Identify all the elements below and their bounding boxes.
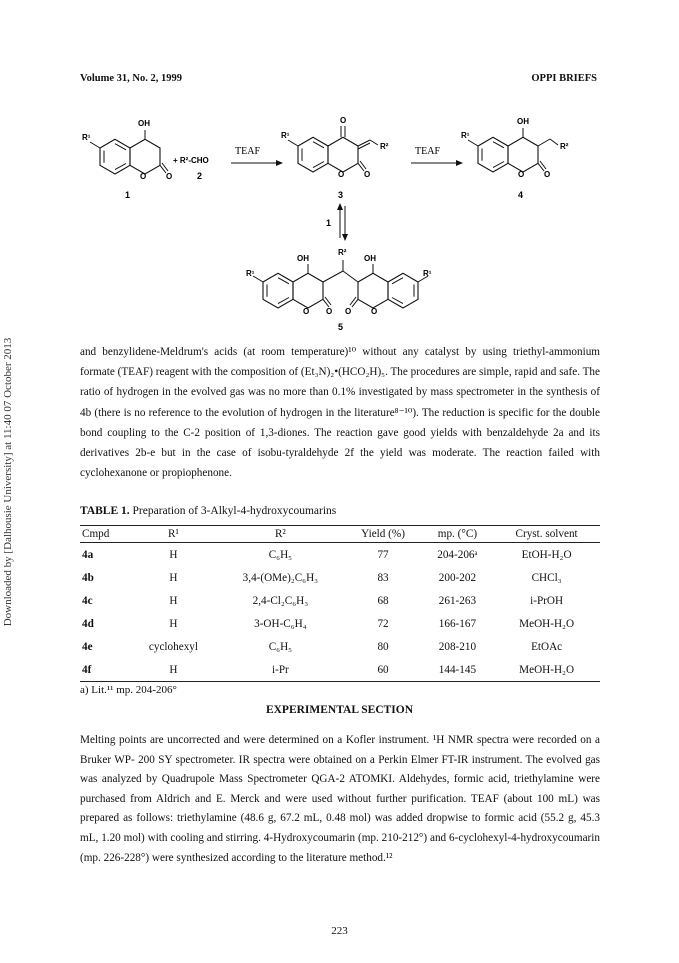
compound-1-structure — [90, 130, 168, 174]
col-header-r2: R² — [216, 526, 344, 543]
col-header-mp: mp. (°C) — [422, 526, 494, 543]
table-row — [80, 612, 600, 635]
cell-r2: 3,4-(OMe)₂C₆H₃ — [242, 571, 319, 584]
cell-yield: 60 — [344, 658, 421, 682]
cell-r2: 2,4-Cl₂C₆H₃ — [252, 594, 309, 607]
page-number: 223 — [331, 925, 348, 937]
compound-4-r1: R¹ — [461, 131, 470, 140]
cell-r2: 3-OH-C₆H₄ — [254, 617, 307, 630]
aldehyde-reagent: + R²-CHO — [173, 156, 209, 165]
table-footnote: a) Lit.¹¹ mp. 204-206° — [80, 684, 177, 696]
compound-label-4: 4 — [518, 190, 524, 200]
cell-solvent: MeOH-H₂O — [519, 617, 575, 630]
table-row — [80, 566, 600, 589]
cell-cmpd: 4c — [82, 594, 93, 607]
col-header-cmpd: Cmpd — [80, 526, 131, 543]
table-row — [80, 543, 600, 567]
compound-3-carbonyl-o: O — [340, 116, 347, 125]
compound-label-3: 3 — [338, 190, 344, 200]
compound-4-oh: OH — [517, 117, 529, 126]
cell-yield: 72 — [377, 617, 389, 630]
compound-5-r1-right: R¹ — [423, 269, 432, 278]
compound-5-o-d: O — [371, 307, 378, 316]
cell-cmpd: 4b — [82, 571, 94, 584]
compound-label-5: 5 — [338, 322, 344, 332]
compound-5-o-b: O — [326, 307, 333, 316]
col-header-solvent: Cryst. solvent — [493, 526, 600, 543]
results-table — [80, 525, 600, 682]
compound-4-lactone-o: O — [544, 170, 551, 179]
compound-5-oh-left: OH — [297, 254, 309, 263]
compound-label-2: 2 — [197, 171, 203, 181]
table-caption-number: TABLE 1. — [80, 505, 130, 517]
compound-5-r1-left: R¹ — [246, 269, 255, 278]
equilibrium-label-1: 1 — [326, 218, 332, 228]
cell-cmpd: 4e — [82, 640, 93, 653]
col-header-yield: Yield (%) — [344, 526, 421, 543]
table-row — [80, 635, 600, 658]
cell-r2: C₆H₅ — [268, 548, 293, 561]
cell-r1: cyclohexyl — [148, 640, 198, 653]
cell-mp: 166-167 — [438, 617, 477, 630]
running-header-journal: OPPI BRIEFS — [531, 73, 597, 84]
table-caption — [80, 505, 336, 517]
cell-solvent: EtOAc — [531, 640, 563, 653]
cell-mp: 261-263 — [438, 594, 477, 607]
compound-4-structure — [468, 128, 558, 172]
cell-cmpd: 4f — [80, 658, 131, 682]
table-row — [80, 589, 600, 612]
table-row — [80, 658, 600, 682]
table-header-row — [80, 526, 600, 543]
compound-1-r1: R¹ — [82, 133, 91, 142]
cell-r1: H — [169, 594, 178, 607]
cell-mp: 208-210 — [438, 640, 477, 653]
cell-r1: H — [169, 548, 178, 561]
results-paragraph: and benzylidene-Meldrum's acids (at room temperature)¹⁰ without any catalyst by using triethyl-ammonium formate (TEAF) reagent with the composition of (Et₃N)₂•(HCO₂H)₅. The procedures are simple, rapid and safe. The ratio of hydrogen in the evolved gas was no more than 0.1% investigated by mass spectrometer in the synthesis of 4b (there is no reference to the evolution of hydrogen in the literature⁸⁻¹⁰). The reduction is specific for the double bond coupling to the C-2 position of 1,3-diones. The reaction gave good yields with benzaldehyde 2a and its derivatives 2b-e but in the case of isobu-tyraldehyde 2f the yield was moderate. The reaction failed with cyclohexanone or propiophenone. — [80, 346, 600, 480]
table-caption-text: Preparation of 3-Alkyl-4-hydroxycoumarins — [132, 505, 337, 517]
compound-1-oh: OH — [138, 119, 150, 128]
compound-1-ring-o: O — [140, 172, 147, 181]
col-header-r1: R¹ — [131, 526, 217, 543]
compound-3-ring-o: O — [338, 170, 345, 179]
compound-3-r1: R¹ — [281, 131, 290, 140]
compound-label-1: 1 — [125, 190, 131, 200]
cell-solvent: CHCl₃ — [531, 571, 562, 584]
reagent-teaf-1: TEAF — [235, 146, 260, 157]
cell-r2: i-Pr — [216, 658, 344, 682]
compound-3-r2: R² — [380, 142, 389, 151]
cell-solvent: MeOH-H₂O — [493, 658, 600, 682]
cell-mp: 200-202 — [438, 571, 477, 584]
compound-5-o-c: O — [345, 307, 352, 316]
cell-r2: C₆H₅ — [268, 640, 293, 653]
cell-mp: 144-145 — [422, 658, 494, 682]
compound-5-o-a: O — [303, 307, 310, 316]
compound-4-ring-o: O — [518, 170, 525, 179]
compound-5-oh-right: OH — [364, 254, 376, 263]
cell-yield: 80 — [377, 640, 389, 653]
running-header-volume: Volume 31, No. 2, 1999 — [80, 73, 182, 84]
reagent-teaf-2: TEAF — [415, 146, 440, 157]
cell-r1: H — [169, 571, 178, 584]
compound-5-structure — [253, 260, 428, 308]
cell-r1: H — [131, 658, 217, 682]
cell-mp: 204-206ᵃ — [437, 548, 478, 561]
section-heading: EXPERIMENTAL SECTION — [265, 704, 414, 716]
compound-3-structure — [288, 126, 378, 172]
compound-5-r2: R² — [338, 248, 347, 257]
cell-solvent: i-PrOH — [530, 594, 564, 607]
experimental-paragraph: Melting points are uncorrected and were determined on a Kofler instrument. ¹H NMR spectra were recorded on a Bruker WP- 200 SY spectrometer. IR spectra were obtained on a Perkin Elmer FT-IR instrument. The evolved gas was analyzed by Quadrupole Mass Spectrometer QGA-2 ATOMKI. Aldehydes, formic acid, triethylamine were purchased from Aldrich and E. Merck and were used without further purification. TEAF (about 100 mL) was prepared as follows: triethylamine (48.6 g, 67.2 mL, 0.48 mol) was added dropwise to formic acid (55.2 g, 45.3 mL, 1.20 mol) with cooling and stirring. 4-Hydroxycoumarin (mp. 210-212°) and 6-cyclohexyl-4-hydroxycoumarin (mp. 226-228°) were synthesized according to the literature method.¹² — [80, 734, 600, 864]
compound-4-r2: R² — [560, 142, 569, 151]
reaction-scheme — [0, 100, 679, 340]
compound-1-carbonyl-o: O — [166, 172, 173, 181]
cell-solvent: EtOH-H₂O — [521, 548, 572, 561]
cell-cmpd: 4a — [82, 548, 94, 561]
cell-r1: H — [169, 617, 178, 630]
compound-3-lactone-o: O — [364, 170, 371, 179]
cell-cmpd: 4d — [82, 617, 94, 630]
cell-yield: 83 — [377, 571, 389, 584]
cell-yield: 68 — [377, 594, 389, 607]
download-watermark: Downloaded by [Dalhousie University] at 11:40 07 October 2013 — [2, 337, 14, 627]
cell-yield: 77 — [377, 548, 389, 561]
